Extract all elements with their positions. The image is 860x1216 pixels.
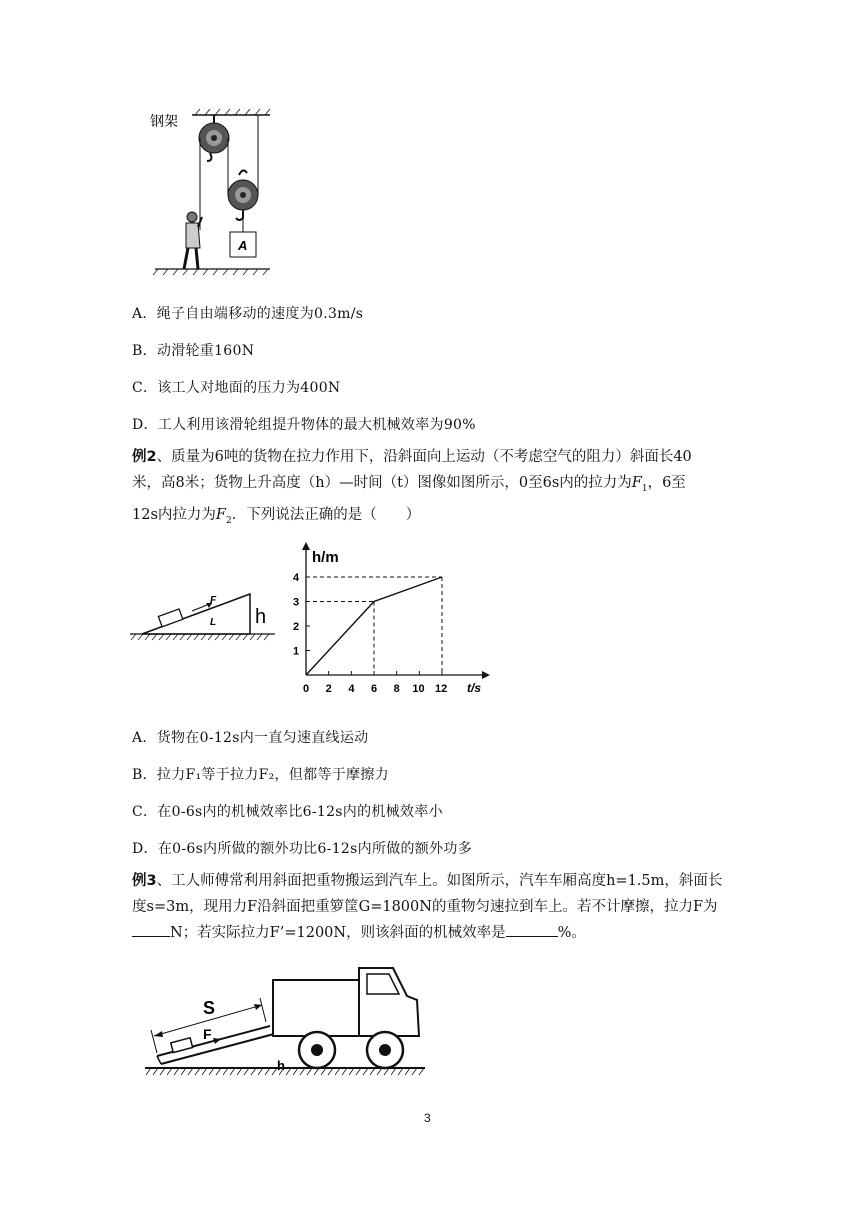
ramp-length-label: S [203,998,216,1018]
frame-label: 钢架 [150,113,178,129]
y-axis-label: h/m [312,549,339,566]
incline-height-label: h [255,606,267,628]
y-axis-arrow [302,542,310,550]
q1-option-c: C．该工人对地面的压力为400N [132,380,341,396]
answer-blank-1[interactable] [132,922,170,937]
x-tick-label: 6 [370,683,378,695]
q1-option-d: D．工人利用该滑轮组提升物体的最大机械效率为90% [132,417,476,433]
truck-height-label: h [277,1058,285,1073]
example2-text: 例2、质量为6吨的货物在拉力作用下，沿斜面向上运动（不考虑空气的阻力）斜面长40 米，高8米；货物上升高度（h）—时间（t）图像如图所示，0至6s内的拉力为$F_1$，6至 12s内拉力为$F_2$．下列说法正确的是（ ） [132,449,692,526]
incline-figure [130,585,280,650]
x-tick-label: 2 [325,683,332,695]
example2-label: 例2 [132,449,157,465]
incline-force-label: F [210,595,217,606]
ramp-force-label: F [203,1026,212,1042]
example2-option-d: D．在0-6s内所做的额外功比6-12s内所做的额外功多 [132,841,472,857]
example2-option-c: C．在0-6s内的机械效率比6-12s内的机械效率小 [132,804,443,820]
x-tick-label: 12 [434,683,448,695]
truck-cargo-box [273,980,359,1036]
example2-option-b: B．拉力F₁等于拉力F₂，但都等于摩擦力 [132,767,389,783]
y-tick-label: 4 [293,572,300,584]
page-number: 3 [424,1111,431,1125]
pulley-figure [150,105,275,280]
x-tick-label: 4 [348,683,355,695]
incline-length-label: L [210,617,217,628]
x-tick-label: 0 [303,683,310,695]
x-tick-label: 8 [393,683,400,695]
y-tick-label: 2 [293,621,300,633]
example2-option-a: A．货物在0-12s内一直匀速直线运动 [132,730,369,746]
example3-label: 例3 [132,873,157,889]
block-label: A [238,238,248,253]
x-axis-arrow [482,671,490,679]
x-tick-label: 10 [412,683,425,695]
q1-option-a: A．绳子自由端移动的速度为0.3m/s [132,306,364,322]
answer-blank-2[interactable] [506,922,558,937]
example3-text: 例3、工人师傅常利用斜面把重物搬运到汽车上。如图所示，汽车车厢高度h=1.5m，斜面长 度s=3m，现用力F沿斜面把重箩筐G=1800N的重物匀速拉到车上。若不计摩擦，拉力F为 N；若实际拉力F’=1200N，则该斜面的机械效率是 %。 [132,873,723,941]
truck-ramp-figure [145,960,430,1085]
height-time-chart [290,540,500,700]
q1-option-b: B．动滑轮重160N [132,343,255,359]
y-tick-label: 3 [293,596,300,609]
x-axis-label: t/s [467,681,482,695]
y-tick-label: 1 [293,645,300,658]
